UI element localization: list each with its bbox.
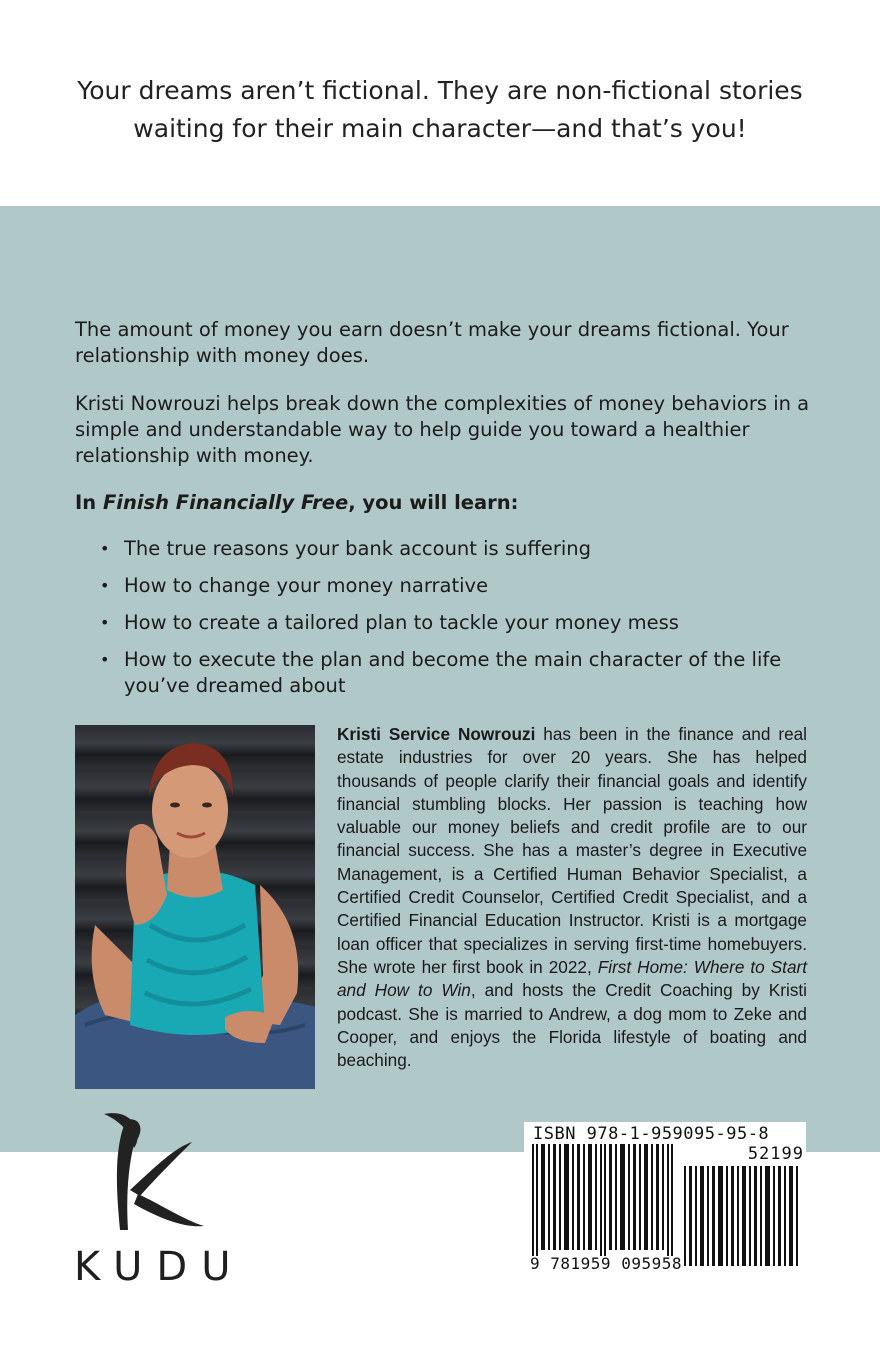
ean-digits: 9 781959 095958 xyxy=(530,1254,682,1273)
book-title: Finish Financially Free xyxy=(102,491,349,514)
tagline xyxy=(0,72,880,148)
isbn-label: ISBN 978-1-959095-95-8 xyxy=(533,1124,770,1144)
author-bio xyxy=(337,723,807,1072)
intro-paragraph-2: Kristi Nowrouzi helps break down the complexities of money behaviors in a simple and understandable way to help guide you toward a healthier relationship with money. xyxy=(75,392,810,467)
tagline-line-1: Your dreams aren’t fictional. They are non-fictional stories xyxy=(77,76,803,105)
list-item: • How to create a tailored plan to tackle your money mess xyxy=(100,610,820,636)
list-item: • How to execute the plan and become the main character of the life you’ve dreamed about xyxy=(100,647,820,699)
tagline-line-2: waiting for their main character—and that’s you! xyxy=(133,114,747,143)
intro-paragraph-1: The amount of money you earn doesn’t make your dreams fictional. Your relationship with money does. xyxy=(75,318,789,367)
learning-list xyxy=(100,536,820,710)
price-code: 52199 xyxy=(747,1144,804,1164)
bio-text-2: , and hosts the Credit Coaching by Kristi podcast. She is married to Andrew, a dog mom to Zeke and Cooper, and enjoys the Florida lifestyle of boating and beaching. xyxy=(337,980,808,1071)
list-item: • The true reasons your bank account is suffering xyxy=(100,536,820,562)
author-name: Kristi Service Nowrouzi xyxy=(337,724,536,744)
learn-suffix: , you will learn: xyxy=(348,491,519,514)
learn-heading xyxy=(75,490,810,516)
publisher-name: KUDU xyxy=(74,1244,245,1290)
list-item: • How to change your money narrative xyxy=(100,573,820,599)
author-portrait-illustration xyxy=(75,725,315,1089)
learn-prefix: In xyxy=(75,491,103,514)
author-photo xyxy=(75,725,315,1089)
first-book-title: First Home: Where to Start and How to Win xyxy=(337,956,808,1001)
bio-text-1: has been in the finance and real estate industries for over 20 years. She has helped thousands of people clarify their financial goals and identify financial stumbling blocks. Her passion is teaching how valuable our money beliefs and credit profile are to our financial success. She has a master’s degree in Executive Management, is a Certified Human Behavior Specialist, a Certified Credit Counselor, Certified Credit Specialist, and a Certified Financial Education Instructor. Kristi is a mortgage loan officer that specializes in serving first-time homebuyers. She wrote her first book in 2022, xyxy=(337,724,807,977)
